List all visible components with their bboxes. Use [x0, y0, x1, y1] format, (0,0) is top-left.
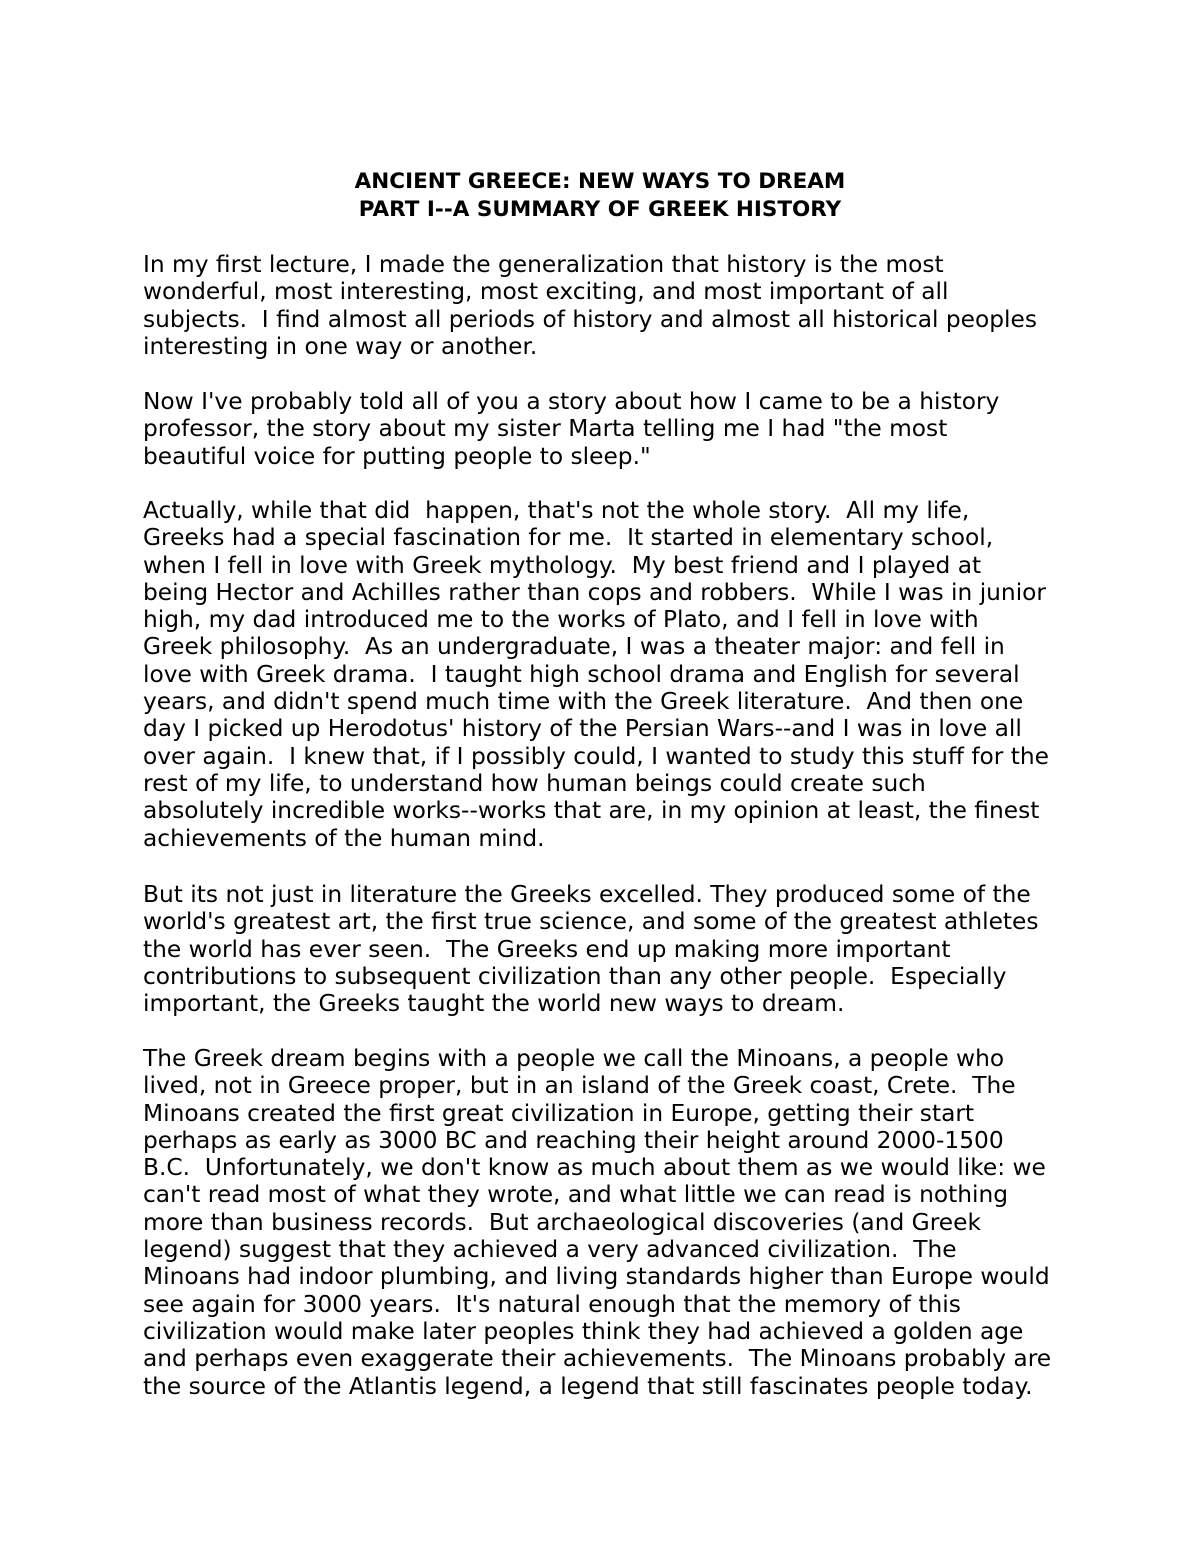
text-line: love with Greek drama. I taught high school drama and English for several — [143, 660, 1020, 688]
text-line: lived, not in Greece proper, but in an island of the Greek coast, Crete. The — [143, 1072, 1016, 1100]
text-line: important, the Greeks taught the world new ways to dream. — [143, 990, 845, 1018]
text-line: and perhaps even exaggerate their achievements. The Minoans probably are — [143, 1345, 1052, 1373]
text-line: legend) suggest that they achieved a very advanced civilization. The — [143, 1236, 957, 1264]
text-line: over again. I knew that, if I possibly could, I wanted to study this stuff for the — [143, 742, 1050, 770]
text-line: Now I've probably told all of you a story about how I came to be a history — [143, 388, 1000, 415]
text-line: interesting in one way or another. — [143, 332, 538, 360]
document-title — [0, 168, 1200, 224]
text-line: more than business records. But archaeological discoveries (and Greek — [143, 1208, 981, 1236]
text-line: Minoans had indoor plumbing, and living standards higher than Europe would — [143, 1263, 1050, 1291]
text-line: day I picked up Herodotus' history of the Persian Wars--and I was in love all — [143, 715, 1022, 743]
text-line: Greeks had a special fascination for me. It started in elementary school, — [143, 524, 994, 552]
paragraph-1 — [143, 251, 1073, 360]
paragraph-5 — [143, 1045, 1073, 1400]
paragraph-2 — [143, 388, 1073, 470]
text-line: high, my dad introduced me to the works of Plato, and I fell in love with — [143, 606, 979, 634]
text-line: subjects. I find almost all periods of history and almost all historical peoples — [143, 305, 1037, 333]
text-line: professor, the story about my sister Marta telling me I had "the most — [143, 415, 948, 443]
text-line: absolutely incredible works--works that are, in my opinion at least, the finest — [143, 797, 1040, 825]
paragraph-3 — [143, 497, 1073, 852]
text-line: In my first lecture, I made the generalization that history is the most — [143, 251, 944, 278]
paragraph-4 — [143, 881, 1073, 1017]
title-line-2: PART I--A SUMMARY OF GREEK HISTORY — [358, 197, 842, 222]
text-line: years, and didn't spend much time with the Greek literature. And then one — [143, 688, 1024, 716]
text-line: wonderful, most interesting, most exciting, and most important of all — [143, 278, 949, 306]
text-line: B.C. Unfortunately, we don't know as much about them as we would like: we — [143, 1154, 1046, 1182]
text-line: the world has ever seen. The Greeks end up making more important — [143, 935, 951, 963]
text-line: perhaps as early as 3000 BC and reaching their height around 2000-1500 — [143, 1126, 1004, 1154]
text-line: Minoans created the first great civilization in Europe, getting their start — [143, 1099, 975, 1127]
text-line: civilization would make later peoples think they had achieved a golden age — [143, 1317, 1024, 1345]
text-line: Greek philosophy. As an undergraduate, I was a theater major: and fell in — [143, 633, 1005, 661]
text-line: being Hector and Achilles rather than cops and robbers. While I was in junior — [143, 578, 1047, 606]
text-line: beautiful voice for putting people to sleep." — [143, 442, 651, 470]
text-line: can't read most of what they wrote, and what little we can read is nothing — [143, 1181, 1009, 1209]
text-line: the source of the Atlantis legend, a legend that still fascinates people today. — [143, 1372, 1033, 1400]
text-line: rest of my life, to understand how human beings could create such — [143, 769, 926, 797]
text-line: But its not just in literature the Greeks excelled. They produced some of the — [143, 881, 1031, 908]
text-line: when I fell in love with Greek mythology. My best friend and I played at — [143, 551, 982, 579]
text-line: see again for 3000 years. It's natural enough that the memory of this — [143, 1290, 961, 1318]
text-line: contributions to subsequent civilization than any other people. Especially — [143, 962, 1007, 990]
text-line: achievements of the human mind. — [143, 824, 545, 852]
text-line: The Greek dream begins with a people we call the Minoans, a people who — [143, 1045, 1005, 1072]
text-line: Actually, while that did happen, that's not the whole story. All my life, — [143, 497, 970, 524]
title-line-1: ANCIENT GREECE: NEW WAYS TO DREAM — [354, 169, 846, 194]
text-line: world's greatest art, the first true science, and some of the greatest athletes — [143, 908, 1039, 936]
